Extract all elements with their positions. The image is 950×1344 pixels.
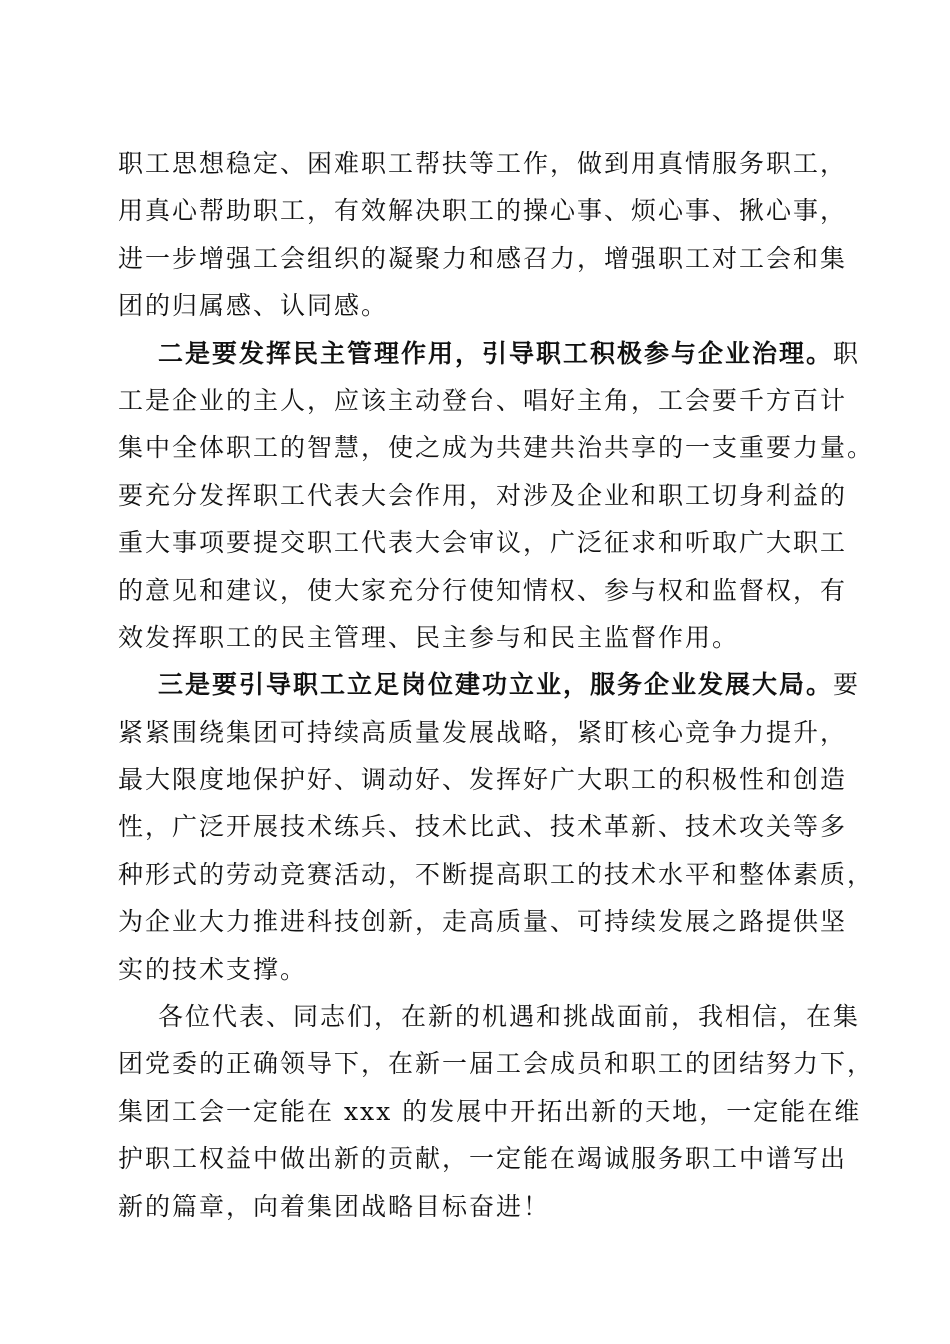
text-line: 集团工会一定能在 xxx 的发展中开拓出新的天地，一定能在维 xyxy=(118,1096,862,1126)
document-body xyxy=(118,140,875,1230)
text-line xyxy=(118,661,861,708)
text-line: 职工思想稳定、困难职工帮扶等工作，做到用真情服务职工， xyxy=(118,149,848,178)
paragraph-3 xyxy=(118,661,875,993)
text-line: 种形式的劳动竞赛活动，不断提高职工的技术水平和整体素质， xyxy=(118,859,875,889)
text-line: 效发挥职工的民主管理、民主参与和民主监督作用。 xyxy=(118,622,740,652)
text-line xyxy=(118,330,861,377)
paragraph-lead-heading: 三是要引导职工立足岗位建功立业，服务企业发展大局。 xyxy=(158,670,834,700)
text-line: 的意见和建议，使大家充分行使知情权、参与权和监督权，有 xyxy=(118,575,848,605)
text-line: 用真心帮助职工，有效解决职工的操心事、烦心事、揪心事， xyxy=(118,196,848,226)
text-line: 重大事项要提交职工代表大会审议，广泛征求和听取广大职工 xyxy=(118,528,848,558)
text-line: 最大限度地保护好、调动好、发挥好广大职工的积极性和创造 xyxy=(118,765,848,795)
text-line: 护职工权益中做出新的贡献，一定能在竭诚服务职工中谱写出 xyxy=(118,1144,848,1174)
paragraph-2 xyxy=(118,330,875,662)
text-line: 紧紧围绕集团可持续高质量发展战略，紧盯核心竞争力提升， xyxy=(118,717,848,747)
text-line: 要充分发挥职工代表大会作用，对涉及企业和职工切身利益的 xyxy=(118,480,848,510)
text-line: 新的篇章，向着集团战略目标奋进！ xyxy=(118,1191,551,1221)
text-run: 要 xyxy=(833,670,861,700)
text-line: 工是企业的主人，应该主动登台、唱好主角，工会要千方百计 xyxy=(118,385,848,415)
text-line: 性，广泛开展技术练兵、技术比武、技术革新、技术攻关等多 xyxy=(118,812,848,842)
text-line: 实的技术支撑。 xyxy=(118,954,308,984)
paragraph-4 xyxy=(118,993,875,1230)
paragraph-1 xyxy=(118,140,848,330)
text-line: 为企业大力推进科技创新，走高质量、可持续发展之路提供坚 xyxy=(118,907,848,937)
text-run: 职 xyxy=(833,338,861,368)
text-line: 团的归属感、认同感。 xyxy=(118,291,389,321)
text-line: 各位代表、同志们，在新的机遇和挑战面前，我相信，在集 xyxy=(158,1002,861,1032)
paragraph-lead-heading: 二是要发挥民主管理作用，引导职工积极参与企业治理。 xyxy=(158,338,834,368)
text-line: 团党委的正确领导下，在新一届工会成员和职工的团结努力下， xyxy=(118,1049,875,1079)
text-line: 集中全体职工的智慧，使之成为共建共治共享的一支重要力量。 xyxy=(118,433,875,463)
text-line: 进一步增强工会组织的凝聚力和感召力，增强职工对工会和集 xyxy=(118,243,848,273)
